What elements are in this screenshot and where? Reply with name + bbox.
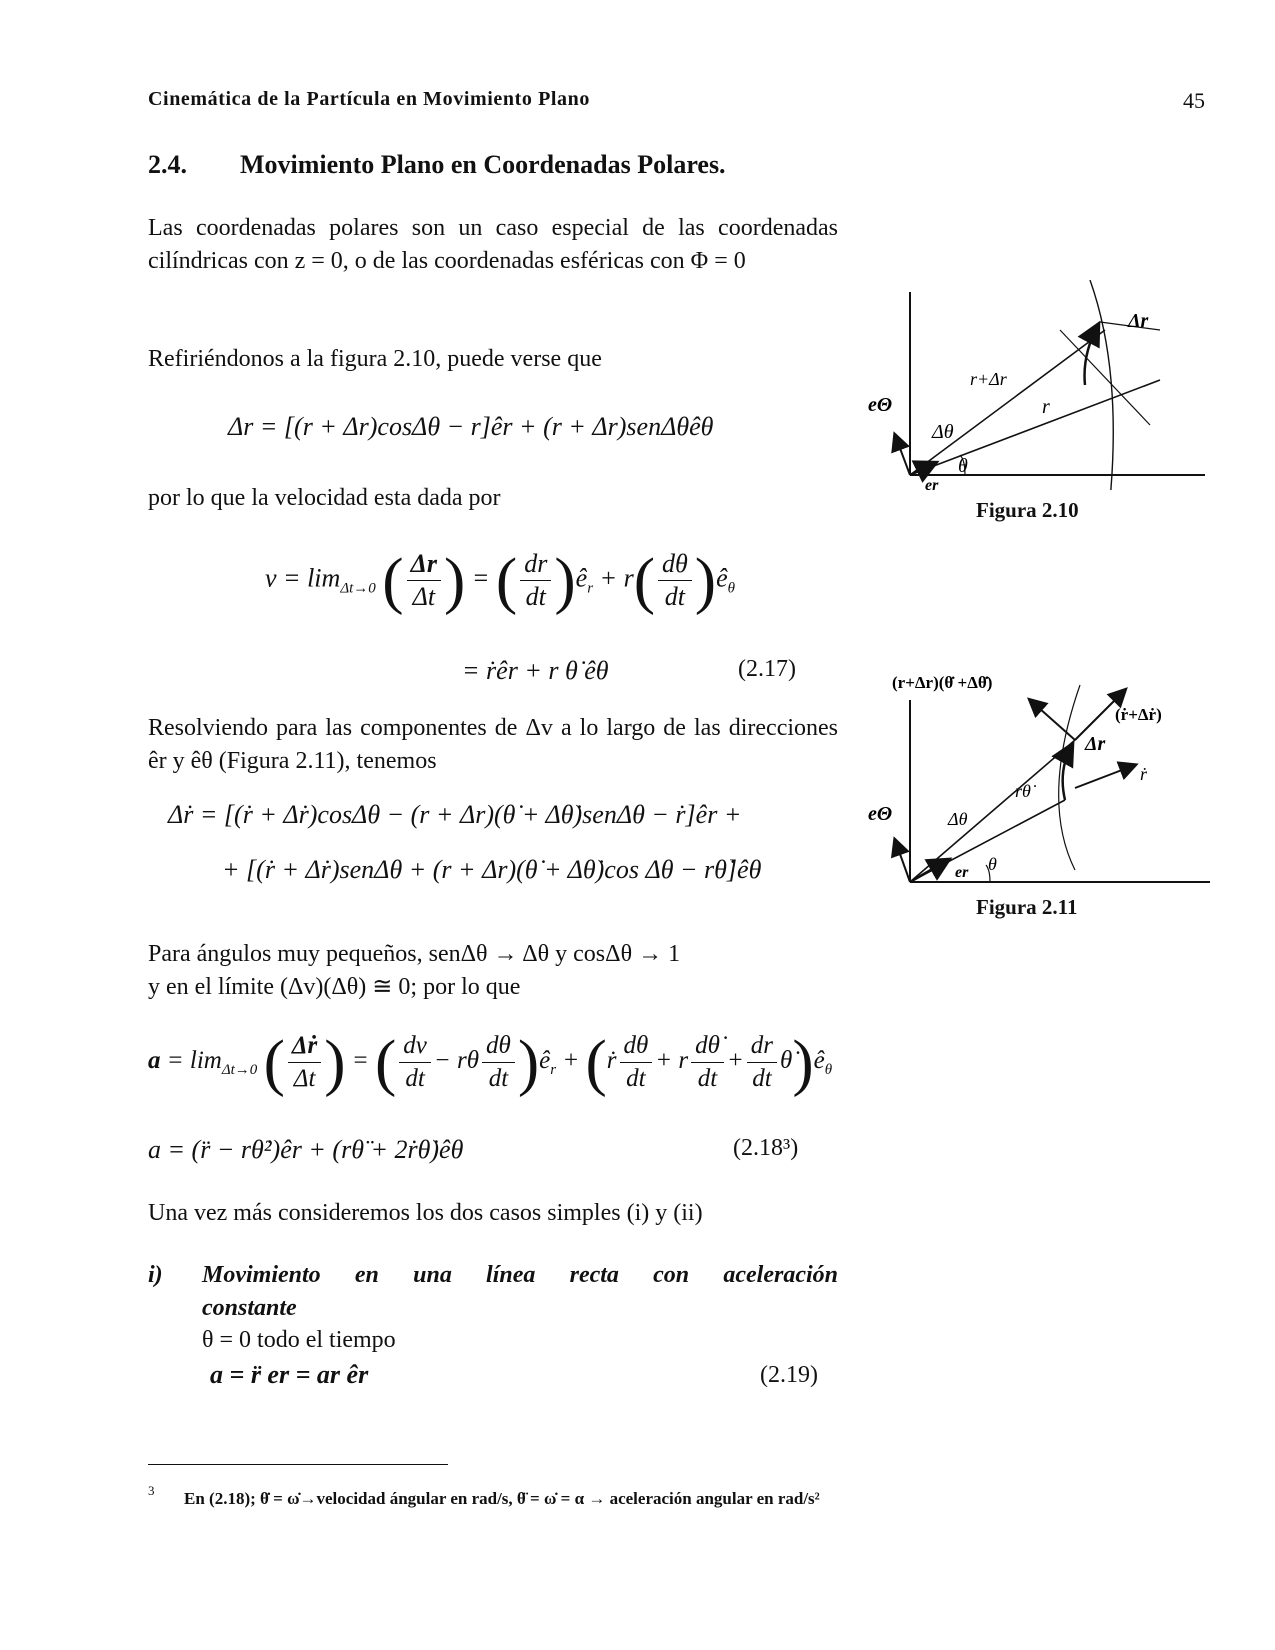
footnote-text: En (2.18); θ̇ = ω̇→velocidad ángular en rad/s, θ̈ = ω̇ = α → aceleración angular en rad/s² <box>184 1489 820 1508</box>
frac-delta-t-den: Δt <box>412 582 436 611</box>
fig2-r-theta-dot-label: rθ̇ <box>1015 781 1031 801</box>
equation-velocity-limit: $v = \lim_{\Delta t\to 0}$ ( $\frac{\Delta r}{\Delta t}$ ) = ( $\frac{dr}{dt}$ )$ê_r + r$( $\frac{d\theta}{dt}$ )$ê_\theta$ <box>265 544 736 616</box>
figure-2-10 <box>860 280 1220 490</box>
fig2-top-left-label: (r+Δr)(θ̇ +Δθ̇) <box>892 673 993 692</box>
case-i-title-line2: constante <box>202 1295 297 1321</box>
equation-delta-rdot-line1: Δṙ = [(ṙ + Δṙ)cosΔθ − (r + Δr)(θ̇ + Δθ̇)senΔθ − ṙ]êr + <box>168 800 742 829</box>
equation-delta-r: Δr = [(r + Δr)cosΔθ − r]êr + (r + Δr)senΔθêθ <box>228 412 714 441</box>
equation-acceleration-result: a = (r̈ − rθ̇²)êr + (rθ̈ + 2ṙθ̇)êθ <box>148 1135 464 1164</box>
footnote-mark: 3 <box>148 1483 155 1498</box>
fig2-e-r-label: er <box>955 864 969 881</box>
fig2-e-theta-label: eΘ <box>868 803 893 825</box>
equation-number-2-19: (2.19) <box>760 1362 818 1388</box>
figure-2-10-caption: Figura 2.10 <box>976 498 1079 522</box>
fig2-delta-theta-label: Δθ <box>948 809 968 829</box>
equation-number-2-17: (2.17) <box>738 656 796 682</box>
fig1-delta-theta-label: Δθ <box>932 421 954 443</box>
equation-delta-rdot-line2: + [(ṙ + Δṙ)senΔθ + (r + Δr)(θ̇ + Δθ̇)cos Δθ − rθ̇]êθ <box>222 855 762 884</box>
frac-a-dt-3: dt <box>626 1065 646 1092</box>
frac-dt-den-2: dt <box>664 582 686 611</box>
frac-dr-num: dr <box>520 548 551 581</box>
fig1-e-theta-label: eΘ <box>868 394 893 416</box>
frac-a-dt-5: dt <box>752 1065 772 1092</box>
section-title: Movimiento Plano en Coordenadas Polares. <box>240 150 726 179</box>
frac-dt-den: dt <box>525 582 546 611</box>
fig1-theta-label: θ <box>958 455 968 477</box>
frac-dtheta-num: dθ <box>658 548 692 581</box>
footnote <box>148 1483 838 1512</box>
section-number: 2.4. <box>148 150 187 179</box>
fig2-theta-label: θ <box>988 854 997 874</box>
equation-velocity-result: = ṙêr + r θ̇ êθ <box>462 656 609 685</box>
figure-2-11-caption: Figura 2.11 <box>976 895 1078 919</box>
frac-a-dtheta-2: dθ <box>620 1030 653 1063</box>
fig1-delta-r-label: Δr <box>1128 310 1149 332</box>
v-lim-lhs: v = lim <box>265 563 341 593</box>
paragraph-simple-cases: Una vez más consideremos los dos casos simples (i) y (ii) <box>148 1200 703 1226</box>
v-lim-sub: Δt→0 <box>340 580 376 597</box>
case-i-label: i) <box>148 1262 163 1288</box>
case-i-condition: θ = 0 todo el tiempo <box>202 1327 396 1353</box>
fig1-r-label: r <box>1042 396 1050 418</box>
frac-a-dthetadot: dθ̇ <box>691 1030 724 1063</box>
frac-a-dt-2: dt <box>488 1065 509 1092</box>
er-unit: ê <box>575 563 588 593</box>
frac-a-dt-4: dt <box>697 1065 718 1092</box>
fig1-r-plus-dr-label: r+Δr <box>970 369 1007 389</box>
running-header: Cinemática de la Partícula en Movimiento Plano <box>148 88 590 110</box>
frac-a-dt-1: dt <box>405 1065 425 1092</box>
page-number: 45 <box>1183 88 1205 113</box>
paragraph-components: Resolviendo para las componentes de Δv a lo largo de las direcciones êr y êθ (Figura 2.11), tenemos <box>148 715 838 774</box>
frac-dv-num: dv <box>399 1030 431 1063</box>
footnote-rule <box>148 1464 448 1465</box>
paragraph-small-angles-2: y en el límite (Δv)(Δθ) ≅ 0; por lo que <box>148 974 521 1000</box>
a-lim-sub: Δt→0 <box>221 1062 258 1079</box>
fig2-r-dot-label: ṙ <box>1140 764 1148 784</box>
paragraph-small-angles-1: Para ángulos muy pequeños, senΔθ → Δθ y cosΔθ → 1 <box>148 941 681 967</box>
case-i-title-line1: Movimiento en una línea recta con aceleración <box>202 1262 838 1288</box>
fig2-delta-r-label: Δr <box>1085 733 1106 755</box>
frac-a-delta-t-den: Δt <box>293 1065 316 1092</box>
frac-delta-rdot-num: Δṙ <box>288 1030 321 1063</box>
equation-case-i: a = r̈ er = ar êr <box>210 1360 369 1389</box>
frac-delta-r-num: Δr <box>407 548 441 581</box>
paragraph-intro: Las coordenadas polares son un caso especial de las coordenadas cilíndricas con z = 0, o de las coordenadas esféricas con Φ = 0 <box>148 215 838 274</box>
paragraph-refer-fig: Refiriéndonos a la figura 2.10, puede verse que <box>148 346 602 372</box>
equation-acceleration-limit: $a = \lim_{\Delta t\to 0}$ ( $\frac{\text{Δṙ}}{\Delta t}$ ) = ( $\frac{dv}{dt}$ − rθ $\frac{d\theta}{dt}$ )$ê_r$ + (ṙ $\frac{d\theta}{dt}$ + r $\frac{d\thetȧ}{dt}$ + $\frac{dr}{dt}$ $\thetȧ)ê_\theta$ <box>148 1026 833 1098</box>
fig1-e-r-label: er <box>925 477 939 490</box>
fig2-top-right-label: (ṙ+Δṙ) <box>1115 705 1162 724</box>
frac-a-dr: dr <box>747 1030 777 1063</box>
frac-a-dtheta-1: dθ <box>482 1030 515 1063</box>
equation-number-2-18: (2.18³) <box>733 1135 799 1161</box>
paragraph-velocity: por lo que la velocidad esta dada por <box>148 485 501 511</box>
figure-2-11 <box>860 670 1220 890</box>
